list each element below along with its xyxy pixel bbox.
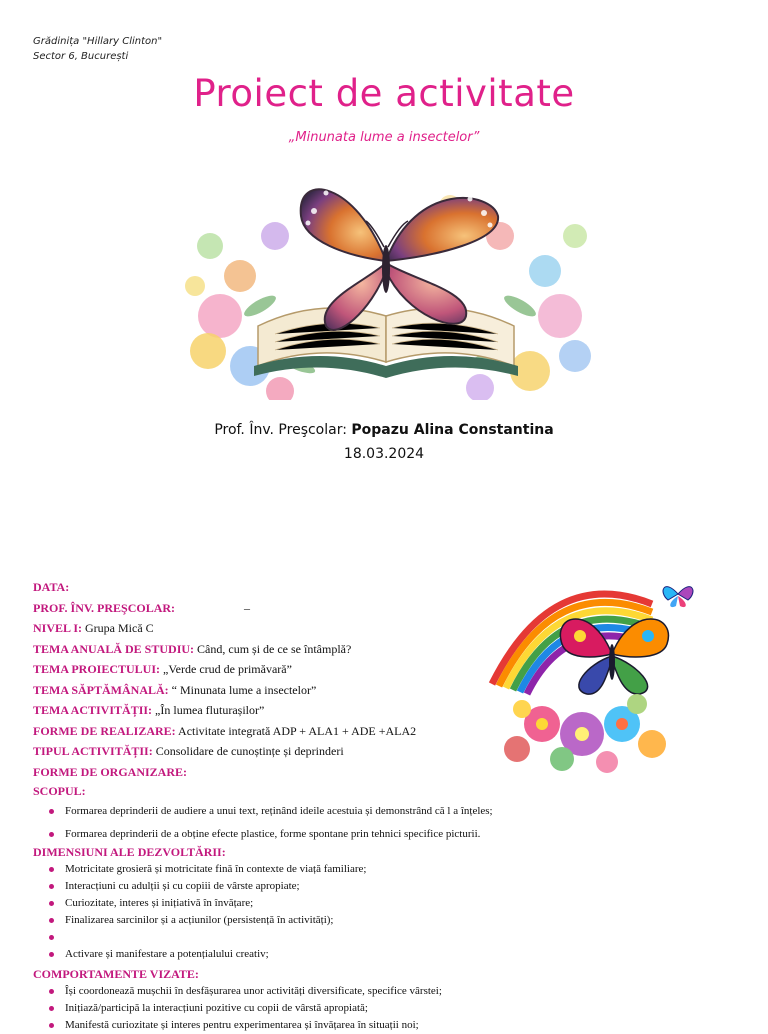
info-value: „În lumea fluturașilor”: [152, 703, 265, 717]
list-item-text: Formarea deprinderii de audiere a unui text, reținând ideile acestuia și demonstrând că l a înțeles;: [65, 805, 493, 817]
list-item-text: Finalizarea sarcinilor și a acțiunilor (persistență în activități);: [65, 914, 334, 926]
bullet-icon: [49, 809, 54, 814]
bullet-icon: [49, 1006, 54, 1011]
bullet-list: [33, 861, 366, 963]
list-item: [49, 878, 366, 895]
info-label: TEMA ACTIVITĂȚII:: [33, 703, 153, 717]
bullet-list: [33, 983, 442, 1034]
info-label: DATA:: [33, 580, 70, 594]
info-row-data: [33, 577, 503, 598]
teacher-line: [0, 422, 768, 438]
info-value: „Verde crud de primăvară”: [160, 662, 292, 676]
info-label: FORME DE REALIZARE:: [33, 723, 176, 738]
info-row-tema-anuala: [33, 639, 503, 660]
info-row-forme-realizare: [33, 721, 503, 742]
info-label: NIVEL I:: [33, 621, 83, 635]
activity-info: [33, 577, 503, 782]
info-row-forme-organizare: [33, 762, 503, 783]
school-sector: Sector 6, București: [33, 51, 129, 62]
school-name: Grădinița "Hillary Clinton": [33, 36, 163, 47]
project-date: 18.03.2024: [343, 446, 425, 462]
bullet-icon: [49, 901, 54, 906]
list-item: [49, 1000, 442, 1017]
list-item: [49, 983, 442, 1000]
bullet-icon: [49, 884, 54, 889]
bullet-icon: [49, 952, 54, 957]
info-value: “ Minunata lume a insectelor”: [168, 682, 317, 697]
info-row-tema-saptamanala: [33, 680, 503, 701]
list-item: [49, 800, 493, 823]
teacher-label: Prof. Înv. Preşcolar:: [214, 422, 352, 438]
section-heading: SCOPUL:: [33, 784, 86, 798]
rainbow-butterfly-illustration: [482, 574, 696, 774]
section-heading: DIMENSIUNI ALE DEZVOLTĂRII:: [33, 845, 226, 859]
info-row-prof: [33, 598, 503, 619]
list-item: [49, 861, 366, 878]
bullet-list: [33, 800, 493, 846]
info-label: TEMA SĂPTĂMÂNALĂ:: [33, 682, 169, 697]
page-title: Proiect de activitate: [193, 72, 575, 115]
school-header: [33, 34, 162, 64]
info-label: TEMA ANUALĂ DE STUDIU:: [33, 641, 195, 656]
list-item-text: Activare și manifestare a potențialului creativ;: [65, 948, 269, 960]
page-subtitle: „Minunata lume a insectelor”: [288, 130, 480, 145]
list-item-text: Interacțiuni cu adulții și cu copiii de vârste apropiate;: [65, 880, 300, 892]
bullet-icon: [49, 918, 54, 923]
info-value: Când, cum și de ce se întâmplă?: [194, 641, 352, 656]
list-item: [49, 929, 366, 946]
teacher-name: Popazu Alina Constantina: [351, 422, 554, 438]
info-row-tipul-activitatii: [33, 741, 503, 762]
info-row-tema-proiect: [33, 659, 503, 680]
list-item-text: Curiozitate, interes și inițiativă în învățare;: [65, 897, 254, 909]
info-row-tema-activitatii: [33, 700, 503, 721]
list-item: [49, 895, 366, 912]
list-item-text: Manifestă curiozitate și interes pentru experimentarea și învățarea în situații noi;: [65, 1019, 419, 1031]
bullet-icon: [49, 832, 54, 837]
dimensiuni-section: [33, 843, 366, 963]
list-item-text: Își coordonează mușchii în desfășurarea unor activități diversificate, specifice vârstei;: [65, 985, 442, 997]
bullet-icon: [49, 935, 54, 940]
list-item-text: Motricitate grosieră și motricitate fină în contexte de viață familiare;: [65, 863, 367, 875]
scopul-section: [33, 782, 493, 846]
list-item-text: Formarea deprinderii de a obține efecte plastice, forme spontane prin tehnici specifice picturii.: [65, 828, 481, 840]
info-label: PROF. ÎNV. PREŞCOLAR:: [33, 600, 176, 615]
butterfly-book-illustration: [180, 166, 596, 400]
info-value: Activitate integrată ADP + ALA1 + ADE +ALA2: [175, 723, 417, 738]
info-label: TIPUL ACTIVITĂȚII:: [33, 744, 153, 758]
info-value: –: [175, 600, 251, 615]
list-item-text: Inițiază/participă la interacțiuni pozitive cu copii de vârstă apropiată;: [65, 1002, 368, 1014]
info-value: Grupa Mică C: [82, 621, 154, 635]
bullet-icon: [49, 989, 54, 994]
bullet-icon: [49, 867, 54, 872]
info-label: TEMA PROIECTULUI:: [33, 662, 161, 676]
info-label: FORME DE ORGANIZARE:: [33, 764, 188, 779]
list-item: [49, 946, 366, 963]
list-item: [49, 1017, 442, 1034]
list-item: [49, 912, 366, 929]
info-value: Consolidare de cunoștințe și deprinderi: [152, 744, 344, 758]
section-heading: COMPORTAMENTE VIZATE:: [33, 967, 199, 981]
info-row-nivel: [33, 618, 503, 639]
